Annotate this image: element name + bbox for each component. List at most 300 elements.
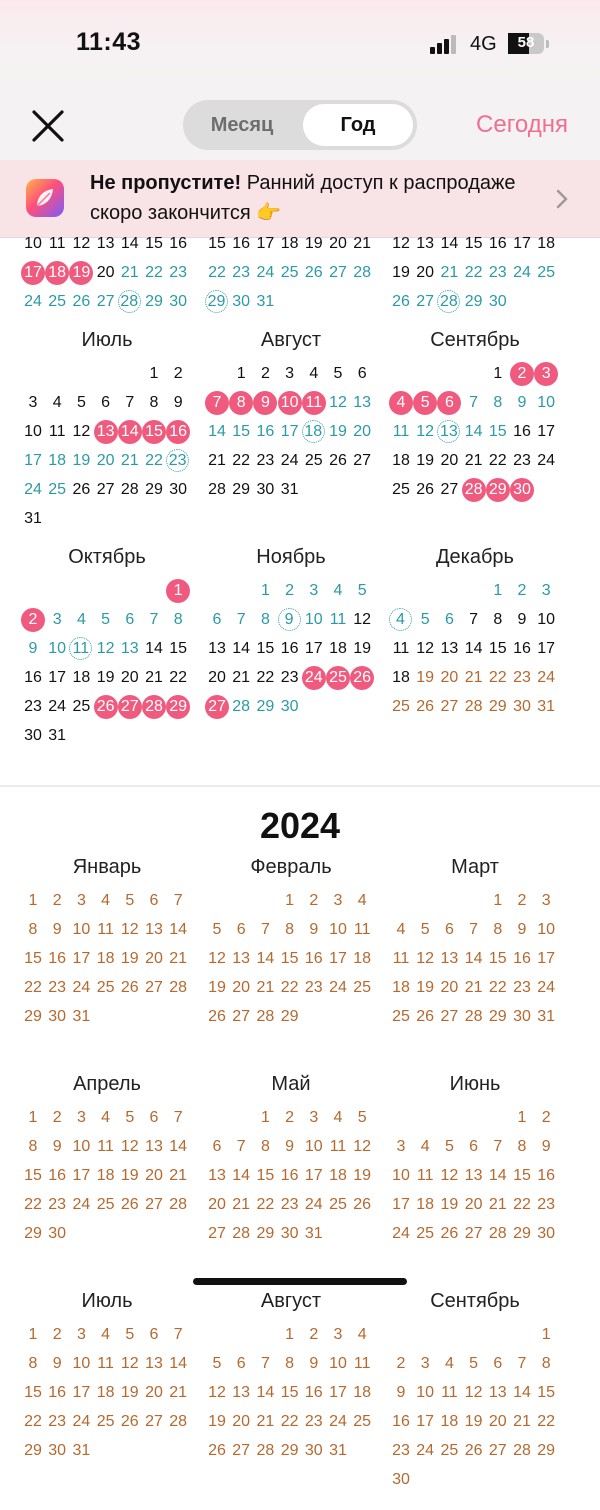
calendar-day[interactable]: 18 xyxy=(96,1384,115,1401)
calendar-day[interactable]: 15 xyxy=(24,1384,42,1401)
calendar-day[interactable]: 1 xyxy=(236,365,246,382)
calendar-day[interactable]: 21 xyxy=(353,235,372,252)
calendar-day[interactable]: 29 xyxy=(256,1225,275,1242)
calendar-day[interactable]: 21 xyxy=(169,1384,188,1401)
calendar-day[interactable]: 10 xyxy=(304,611,323,628)
calendar-day[interactable]: 10 xyxy=(537,611,556,628)
calendar-day[interactable]: 28 xyxy=(232,698,251,715)
calendar-day[interactable]: 21 xyxy=(440,264,459,281)
calendar-day[interactable]: 24 xyxy=(537,979,556,996)
calendar-day[interactable]: 4 xyxy=(389,391,413,415)
calendar-day[interactable]: 23 xyxy=(537,1196,556,1213)
calendar-day[interactable]: 12 xyxy=(208,1384,226,1401)
calendar-day[interactable]: 17 xyxy=(537,423,556,440)
calendar-day[interactable]: 13 xyxy=(145,1138,163,1155)
calendar-day[interactable]: 21 xyxy=(120,452,139,469)
calendar-day[interactable]: 15 xyxy=(464,235,483,252)
calendar-day[interactable]: 22 xyxy=(24,1196,42,1213)
calendar-day[interactable]: 24 xyxy=(304,1196,323,1213)
calendar-day[interactable]: 10 xyxy=(416,1384,435,1401)
calendar-day[interactable]: 25 xyxy=(353,1413,372,1430)
calendar-day[interactable]: 11 xyxy=(392,640,410,657)
calendar-day[interactable]: 25 xyxy=(416,1225,435,1242)
calendar-day[interactable]: 16 xyxy=(513,640,531,657)
calendar-day[interactable]: 9 xyxy=(253,391,277,415)
calendar-day[interactable]: 26 xyxy=(72,293,91,310)
calendar-day[interactable]: 7 xyxy=(173,1109,183,1126)
calendar-day[interactable]: 27 xyxy=(232,1442,251,1459)
calendar-day[interactable]: 31 xyxy=(48,727,67,744)
calendar-day[interactable]: 14 xyxy=(440,235,459,252)
calendar-day[interactable]: 20 xyxy=(145,1384,163,1401)
calendar-day[interactable]: 27 xyxy=(329,264,347,281)
calendar-day[interactable]: 21 xyxy=(120,264,139,281)
calendar-day[interactable]: 24 xyxy=(280,452,299,469)
calendar-day[interactable]: 18 xyxy=(302,420,325,443)
calendar-day[interactable]: 15 xyxy=(208,235,226,252)
calendar-day[interactable]: 12 xyxy=(353,1138,372,1155)
calendar-day[interactable]: 9 xyxy=(517,611,527,628)
calendar-day[interactable]: 25 xyxy=(48,293,67,310)
calendar-day[interactable]: 13 xyxy=(353,394,372,411)
calendar-day[interactable]: 28 xyxy=(169,1196,188,1213)
calendar-day[interactable]: 13 xyxy=(120,640,139,657)
calendar-day[interactable]: 14 xyxy=(256,950,275,967)
calendar-day[interactable]: 29 xyxy=(488,698,507,715)
calendar-day[interactable]: 22 xyxy=(488,979,507,996)
calendar-day[interactable]: 28 xyxy=(118,290,141,313)
calendar-day[interactable]: 22 xyxy=(145,452,163,469)
calendar-day[interactable]: 28 xyxy=(437,290,460,313)
calendar-day[interactable]: 16 xyxy=(24,669,42,686)
calendar-day[interactable]: 15 xyxy=(169,640,188,657)
calendar-day[interactable]: 11 xyxy=(48,235,66,252)
calendar-day[interactable]: 29 xyxy=(232,481,251,498)
calendar-day[interactable]: 5 xyxy=(125,892,135,909)
calendar-day[interactable]: 24 xyxy=(72,1196,91,1213)
calendar-day[interactable]: 6 xyxy=(236,921,246,938)
calendar-day[interactable]: 20 xyxy=(232,1413,251,1430)
calendar-day[interactable]: 16 xyxy=(304,950,323,967)
calendar-day[interactable]: 11 xyxy=(69,637,92,660)
calendar-day[interactable]: 9 xyxy=(396,1384,406,1401)
calendar-day[interactable]: 8 xyxy=(285,921,295,938)
calendar-day[interactable]: 14 xyxy=(118,420,142,444)
calendar-day[interactable]: 9 xyxy=(309,1355,319,1372)
calendar-day[interactable]: 20 xyxy=(416,264,435,281)
calendar-day[interactable]: 16 xyxy=(48,1167,67,1184)
calendar-day[interactable]: 3 xyxy=(28,394,38,411)
calendar-day[interactable]: 1 xyxy=(493,892,503,909)
calendar-day[interactable]: 21 xyxy=(169,950,188,967)
calendar-day[interactable]: 2 xyxy=(541,1109,551,1126)
calendar-day[interactable]: 22 xyxy=(256,1196,275,1213)
calendar-day[interactable]: 30 xyxy=(24,727,42,744)
calendar-day[interactable]: 31 xyxy=(329,1442,347,1459)
calendar-day[interactable]: 13 xyxy=(416,235,435,252)
calendar-day[interactable]: 26 xyxy=(353,1196,372,1213)
calendar-day[interactable]: 6 xyxy=(125,611,135,628)
calendar-day[interactable]: 13 xyxy=(440,950,459,967)
calendar-day[interactable]: 27 xyxy=(145,1196,163,1213)
calendar-day[interactable]: 25 xyxy=(440,1442,459,1459)
calendar-day[interactable]: 29 xyxy=(488,1008,507,1025)
calendar-day[interactable]: 5 xyxy=(125,1109,135,1126)
calendar-day[interactable]: 18 xyxy=(537,235,556,252)
calendar-day[interactable]: 17 xyxy=(537,640,556,657)
calendar-day[interactable]: 30 xyxy=(256,481,275,498)
calendar-day[interactable]: 20 xyxy=(464,1196,483,1213)
calendar-day[interactable]: 19 xyxy=(329,423,347,440)
calendar-day[interactable]: 18 xyxy=(353,1384,372,1401)
calendar-day[interactable]: 4 xyxy=(333,582,343,599)
calendar-day[interactable]: 13 xyxy=(96,235,115,252)
calendar-day[interactable]: 4 xyxy=(76,611,86,628)
calendar-day[interactable]: 1 xyxy=(493,582,503,599)
calendar-day[interactable]: 12 xyxy=(96,640,115,657)
calendar-day[interactable]: 9 xyxy=(309,921,319,938)
calendar-day[interactable]: 16 xyxy=(513,423,531,440)
calendar-day[interactable]: 25 xyxy=(96,1196,115,1213)
calendar-day[interactable]: 7 xyxy=(236,611,246,628)
calendar-day[interactable]: 1 xyxy=(260,582,270,599)
calendar-day[interactable]: 8 xyxy=(541,1355,551,1372)
calendar-day[interactable]: 16 xyxy=(169,235,188,252)
calendar-day[interactable]: 16 xyxy=(280,1167,299,1184)
calendar-day[interactable]: 9 xyxy=(517,394,527,411)
today-button[interactable]: Сегодня xyxy=(476,111,568,138)
calendar-day[interactable]: 7 xyxy=(173,1326,183,1343)
calendar-day[interactable]: 15 xyxy=(232,423,251,440)
calendar-day[interactable]: 28 xyxy=(462,478,486,502)
calendar-day[interactable]: 3 xyxy=(396,1138,406,1155)
calendar-day[interactable]: 22 xyxy=(280,979,299,996)
calendar-day[interactable]: 13 xyxy=(145,921,163,938)
promo-banner[interactable] xyxy=(0,160,600,238)
calendar-day[interactable]: 24 xyxy=(392,1225,410,1242)
calendar-day[interactable]: 20 xyxy=(329,235,347,252)
calendar-day[interactable]: 14 xyxy=(488,1167,507,1184)
calendar-day[interactable]: 2 xyxy=(309,1326,319,1343)
calendar-day[interactable]: 1 xyxy=(166,579,190,603)
calendar-day[interactable]: 23 xyxy=(166,449,189,472)
calendar-day[interactable]: 8 xyxy=(260,1138,270,1155)
calendar-day[interactable]: 10 xyxy=(24,235,42,252)
calendar-day[interactable]: 25 xyxy=(537,264,556,281)
calendar-day[interactable]: 25 xyxy=(280,264,299,281)
calendar-day[interactable]: 15 xyxy=(256,640,275,657)
calendar-day[interactable]: 23 xyxy=(304,979,323,996)
calendar-day[interactable]: 12 xyxy=(72,423,91,440)
calendar-day[interactable]: 20 xyxy=(488,1413,507,1430)
calendar-day[interactable]: 6 xyxy=(357,365,367,382)
calendar-day[interactable]: 2 xyxy=(260,365,270,382)
calendar-day[interactable]: 28 xyxy=(353,264,372,281)
calendar-day[interactable]: 23 xyxy=(280,1196,299,1213)
calendar-day[interactable]: 23 xyxy=(304,1413,323,1430)
calendar-day[interactable]: 11 xyxy=(97,921,114,938)
calendar-day[interactable]: 28 xyxy=(120,481,139,498)
calendar-day[interactable]: 11 xyxy=(392,950,410,967)
calendar-day[interactable]: 30 xyxy=(48,1442,67,1459)
calendar-day[interactable]: 23 xyxy=(280,669,299,686)
calendar-day[interactable]: 2 xyxy=(21,608,45,632)
calendar-day[interactable]: 8 xyxy=(28,1138,38,1155)
calendar-day[interactable]: 1 xyxy=(260,1109,270,1126)
calendar-day[interactable]: 11 xyxy=(441,1384,458,1401)
calendar-day[interactable]: 24 xyxy=(24,481,42,498)
calendar-day[interactable]: 30 xyxy=(48,1008,67,1025)
calendar-day[interactable]: 4 xyxy=(333,1109,343,1126)
calendar-day[interactable]: 14 xyxy=(120,235,139,252)
calendar-day[interactable]: 19 xyxy=(353,1167,372,1184)
calendar-day[interactable]: 17 xyxy=(72,950,91,967)
calendar-day[interactable]: 7 xyxy=(205,391,229,415)
calendar-day[interactable]: 29 xyxy=(145,293,163,310)
calendar-day[interactable]: 2 xyxy=(52,1326,62,1343)
calendar-day[interactable]: 27 xyxy=(145,1413,163,1430)
calendar-day[interactable]: 5 xyxy=(333,365,343,382)
calendar-day[interactable]: 26 xyxy=(94,695,118,719)
calendar-day[interactable]: 28 xyxy=(464,1008,483,1025)
calendar-day[interactable]: 16 xyxy=(280,640,299,657)
calendar-day[interactable]: 14 xyxy=(169,921,188,938)
calendar-day[interactable]: 25 xyxy=(353,979,372,996)
calendar-day[interactable]: 13 xyxy=(145,1355,163,1372)
calendar-day[interactable]: 23 xyxy=(513,669,531,686)
calendar-day[interactable]: 3 xyxy=(333,892,343,909)
calendar-day[interactable]: 19 xyxy=(416,452,435,469)
calendar-day[interactable]: 1 xyxy=(28,892,38,909)
calendar-day[interactable]: 18 xyxy=(48,452,67,469)
calendar-day[interactable]: 1 xyxy=(285,892,295,909)
calendar-day[interactable]: 20 xyxy=(440,452,459,469)
calendar-day[interactable]: 26 xyxy=(416,698,435,715)
calendar-day[interactable]: 14 xyxy=(232,640,251,657)
calendar-day[interactable]: 27 xyxy=(232,1008,251,1025)
calendar-day[interactable]: 22 xyxy=(145,264,163,281)
calendar-day[interactable]: 13 xyxy=(232,1384,251,1401)
calendar-day[interactable]: 3 xyxy=(285,365,295,382)
calendar-day[interactable]: 24 xyxy=(256,264,275,281)
calendar-day[interactable]: 6 xyxy=(149,1109,159,1126)
calendar-day[interactable]: 15 xyxy=(24,950,42,967)
calendar-day[interactable]: 7 xyxy=(469,611,479,628)
calendar-day[interactable]: 30 xyxy=(537,1225,556,1242)
calendar-day[interactable]: 3 xyxy=(76,1109,86,1126)
calendar-day[interactable]: 24 xyxy=(72,979,91,996)
calendar-day[interactable]: 24 xyxy=(513,264,531,281)
calendar-day[interactable]: 25 xyxy=(392,1008,410,1025)
calendar-day[interactable]: 31 xyxy=(72,1008,91,1025)
calendar-day[interactable]: 27 xyxy=(440,698,459,715)
calendar-day[interactable]: 14 xyxy=(464,950,483,967)
calendar-day[interactable]: 9 xyxy=(285,1138,295,1155)
calendar-day[interactable]: 18 xyxy=(392,979,410,996)
calendar-day[interactable]: 20 xyxy=(96,264,115,281)
calendar-day[interactable]: 26 xyxy=(416,481,435,498)
calendar-day[interactable]: 9 xyxy=(541,1138,551,1155)
calendar-day[interactable]: 2 xyxy=(517,892,527,909)
calendar-day[interactable]: 14 xyxy=(256,1384,275,1401)
calendar-day[interactable]: 20 xyxy=(145,1167,163,1184)
calendar-day[interactable]: 30 xyxy=(280,1225,299,1242)
calendar-day[interactable]: 9 xyxy=(173,394,183,411)
calendar-day[interactable]: 10 xyxy=(72,1355,91,1372)
calendar-day[interactable]: 22 xyxy=(24,979,42,996)
calendar-day[interactable]: 8 xyxy=(28,921,38,938)
calendar-day[interactable]: 23 xyxy=(392,1442,410,1459)
calendar-day[interactable]: 4 xyxy=(389,608,412,631)
calendar-day[interactable]: 15 xyxy=(256,1167,275,1184)
calendar-day[interactable]: 17 xyxy=(304,640,323,657)
calendar-day[interactable]: 12 xyxy=(120,1355,139,1372)
calendar-day[interactable]: 27 xyxy=(488,1442,507,1459)
calendar-day[interactable]: 10 xyxy=(304,1138,323,1155)
calendar-day[interactable]: 7 xyxy=(149,611,159,628)
calendar-day[interactable]: 26 xyxy=(120,1196,139,1213)
calendar-day[interactable]: 3 xyxy=(309,582,319,599)
calendar-day[interactable]: 24 xyxy=(48,698,67,715)
calendar-day[interactable]: 4 xyxy=(357,1326,367,1343)
calendar-day[interactable]: 23 xyxy=(256,452,275,469)
calendar-day[interactable]: 4 xyxy=(101,1109,111,1126)
calendar-day[interactable]: 16 xyxy=(392,1413,410,1430)
calendar-day[interactable]: 19 xyxy=(208,1413,226,1430)
calendar-day[interactable]: 29 xyxy=(145,481,163,498)
calendar-day[interactable]: 9 xyxy=(278,608,301,631)
calendar-day[interactable]: 9 xyxy=(52,921,62,938)
calendar-day[interactable]: 16 xyxy=(256,423,275,440)
calendar-day[interactable]: 10 xyxy=(537,394,556,411)
calendar-day[interactable]: 15 xyxy=(24,1167,42,1184)
calendar-day[interactable]: 24 xyxy=(24,293,42,310)
calendar-day[interactable]: 4 xyxy=(101,892,111,909)
calendar-day[interactable]: 23 xyxy=(48,1196,67,1213)
calendar-day[interactable]: 5 xyxy=(212,921,222,938)
calendar-day[interactable]: 21 xyxy=(169,1167,188,1184)
calendar-day[interactable]: 14 xyxy=(464,640,483,657)
calendar-day[interactable]: 26 xyxy=(120,1413,139,1430)
calendar-day[interactable]: 10 xyxy=(72,921,91,938)
calendar-day[interactable]: 17 xyxy=(329,1384,347,1401)
calendar-day[interactable]: 31 xyxy=(256,293,275,310)
calendar-day[interactable]: 19 xyxy=(120,950,139,967)
calendar-day[interactable]: 6 xyxy=(444,921,454,938)
calendar-day[interactable]: 6 xyxy=(444,611,454,628)
calendar-day[interactable]: 17 xyxy=(513,235,531,252)
calendar-day[interactable]: 17 xyxy=(329,950,347,967)
calendar-day[interactable]: 26 xyxy=(304,264,323,281)
calendar-day[interactable]: 21 xyxy=(464,452,483,469)
calendar-day[interactable]: 28 xyxy=(169,979,188,996)
calendar-day[interactable]: 28 xyxy=(208,481,226,498)
calendar-day[interactable]: 1 xyxy=(28,1326,38,1343)
calendar-day[interactable]: 29 xyxy=(24,1225,42,1242)
calendar-day[interactable]: 5 xyxy=(413,391,437,415)
calendar-day[interactable]: 29 xyxy=(513,1225,531,1242)
calendar-day[interactable]: 5 xyxy=(357,582,367,599)
calendar-day[interactable]: 17 xyxy=(72,1167,91,1184)
calendar-day[interactable]: 13 xyxy=(208,640,226,657)
calendar-day[interactable]: 26 xyxy=(72,481,91,498)
calendar-day[interactable]: 8 xyxy=(260,611,270,628)
calendar-day[interactable]: 23 xyxy=(488,264,507,281)
calendar-day[interactable]: 11 xyxy=(329,611,347,628)
calendar-day[interactable]: 30 xyxy=(392,1471,410,1488)
calendar-day[interactable]: 11 xyxy=(353,921,371,938)
calendar-day[interactable]: 29 xyxy=(166,695,190,719)
calendar-day[interactable]: 2 xyxy=(510,362,534,386)
calendar-day[interactable]: 22 xyxy=(280,1413,299,1430)
calendar-day[interactable]: 8 xyxy=(28,1355,38,1372)
calendar-day[interactable]: 18 xyxy=(329,1167,347,1184)
calendar-day[interactable]: 27 xyxy=(416,293,435,310)
calendar-day[interactable]: 28 xyxy=(513,1442,531,1459)
calendar-day[interactable]: 8 xyxy=(149,394,159,411)
calendar-day[interactable]: 2 xyxy=(396,1355,406,1372)
calendar-day[interactable]: 25 xyxy=(96,979,115,996)
calendar-day[interactable]: 5 xyxy=(420,921,430,938)
calendar-day[interactable]: 5 xyxy=(101,611,111,628)
calendar-day[interactable]: 5 xyxy=(212,1355,222,1372)
calendar-day[interactable]: 15 xyxy=(488,950,507,967)
calendar-day[interactable]: 9 xyxy=(28,640,38,657)
calendar-day[interactable]: 13 xyxy=(232,950,251,967)
calendar-day[interactable]: 11 xyxy=(353,1355,371,1372)
calendar-day[interactable]: 16 xyxy=(304,1384,323,1401)
calendar-day[interactable]: 11 xyxy=(97,1355,114,1372)
calendar-day[interactable]: 21 xyxy=(208,452,226,469)
calendar-day[interactable]: 26 xyxy=(392,293,410,310)
calendar-day[interactable]: 7 xyxy=(517,1355,527,1372)
calendar-day[interactable]: 4 xyxy=(52,394,62,411)
calendar-day[interactable]: 28 xyxy=(142,695,166,719)
calendar-day[interactable]: 6 xyxy=(212,611,222,628)
calendar-day[interactable]: 26 xyxy=(464,1442,483,1459)
calendar-day[interactable]: 8 xyxy=(285,1355,295,1372)
calendar-day[interactable]: 17 xyxy=(280,423,299,440)
calendar-day[interactable]: 10 xyxy=(329,921,347,938)
calendar-day[interactable]: 5 xyxy=(420,611,430,628)
calendar-day[interactable]: 8 xyxy=(493,921,503,938)
calendar-day[interactable]: 22 xyxy=(488,669,507,686)
calendar-day[interactable]: 27 xyxy=(208,1225,226,1242)
calendar-day[interactable]: 8 xyxy=(229,391,253,415)
calendar-day[interactable]: 25 xyxy=(329,1196,347,1213)
calendar-day[interactable]: 11 xyxy=(48,423,66,440)
calendar-day[interactable]: 13 xyxy=(208,1167,226,1184)
calendar-day[interactable]: 29 xyxy=(24,1008,42,1025)
calendar-day[interactable]: 22 xyxy=(488,452,507,469)
calendar-day[interactable]: 15 xyxy=(145,235,163,252)
calendar-day[interactable]: 6 xyxy=(212,1138,222,1155)
calendar-day[interactable]: 28 xyxy=(256,1442,275,1459)
calendar-day[interactable]: 14 xyxy=(169,1355,188,1372)
calendar-day[interactable]: 19 xyxy=(440,1196,459,1213)
calendar-day[interactable]: 28 xyxy=(256,1008,275,1025)
calendar-day[interactable]: 30 xyxy=(48,1225,67,1242)
calendar-day[interactable]: 12 xyxy=(464,1384,483,1401)
calendar-day[interactable]: 19 xyxy=(304,235,323,252)
calendar-day[interactable]: 17 xyxy=(304,1167,323,1184)
calendar-day[interactable]: 18 xyxy=(392,452,410,469)
calendar-day[interactable]: 8 xyxy=(493,611,503,628)
calendar-day[interactable]: 28 xyxy=(232,1225,251,1242)
calendar-day[interactable]: 3 xyxy=(541,582,551,599)
calendar-day[interactable]: 15 xyxy=(142,420,166,444)
calendar-day[interactable]: 21 xyxy=(232,669,251,686)
